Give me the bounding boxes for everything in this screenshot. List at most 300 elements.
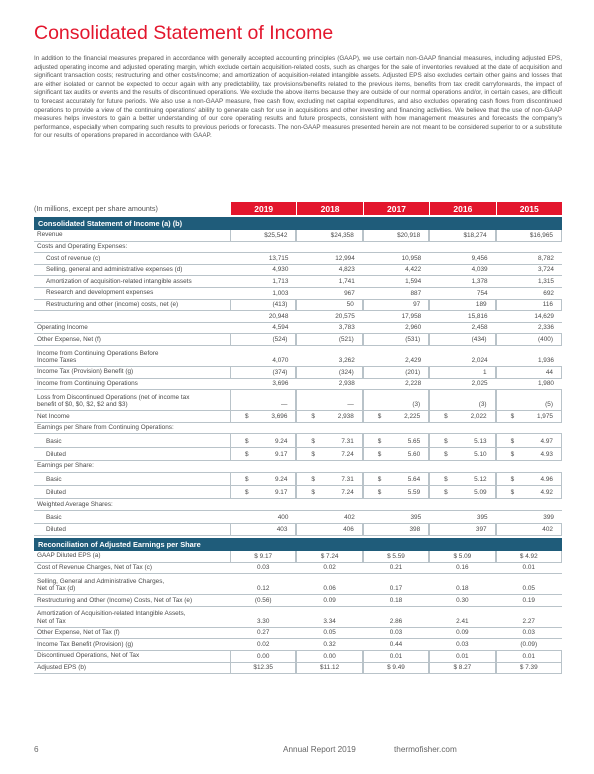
value-text: 2,336 [537,324,554,332]
row-value [429,563,495,574]
row-value [296,639,362,650]
table-row [34,499,562,511]
row-value [296,265,362,276]
value-text: 4.93 [540,451,553,459]
row-value [296,511,362,523]
value-text: 0.27 [256,629,270,637]
row-label: Discontinued Operations, Net of Tax [37,652,140,660]
row-label: Amortization of Acquisition-related Intangible Assets, Net of Tax [37,610,186,625]
row-value [496,242,562,253]
value-text: 406 [343,526,354,534]
row-value [296,434,362,446]
value-text: 5.10 [474,451,487,459]
row-value [429,253,495,264]
value-text: 3.34 [323,617,336,625]
dollar-sign: $ [444,412,448,420]
value-text: 0.05 [323,629,336,637]
value-text: 4,823 [338,266,355,274]
row-label: Amortization of acquisition-related intangible assets [46,277,192,285]
row-value [496,346,562,366]
value-text: 2,960 [405,324,422,332]
row-value [230,473,296,485]
value-text: 400 [277,514,289,522]
dollar-sign: $ [245,476,249,484]
table-row [34,230,562,242]
row-label: Costs and Operating Expenses: [37,242,128,250]
row-value [230,323,296,334]
row-value [296,411,362,422]
row-label: Restructuring and Other (Income) Costs, Net of Tax (e) [37,596,193,604]
table-row [34,253,562,265]
row-label: Other Expense, Net (f) [37,335,101,343]
value-text: 1,378 [471,277,488,285]
value-text: $18,274 [463,231,487,239]
row-label: Diluted [46,525,66,533]
table-row [34,300,562,312]
row-value [230,639,296,650]
row-label: Basic [46,475,62,483]
section-header-reconciliation: Reconciliation of Adjusted Earnings per Share [34,538,562,551]
value-text: $ 7.24 [320,552,339,560]
table-row [34,390,562,411]
value-text: 2,938 [338,380,355,388]
value-text: 116 [542,301,553,309]
row-value [363,411,429,422]
row-value [429,663,495,674]
value-text: 395 [410,514,422,522]
value-text: 0.18 [389,596,403,604]
value-text: 189 [475,301,487,309]
row-value [429,595,495,606]
row-value [496,461,562,472]
table-row [34,639,562,651]
row-value [429,511,495,523]
row-value [429,448,495,460]
row-value [363,607,429,627]
row-value [496,300,562,311]
dollar-sign: $ [245,489,249,497]
income-rows [34,230,562,536]
value-text: 4.92 [540,489,553,497]
row-value [429,628,495,639]
year-header: 2019 [230,202,296,215]
row-value [496,574,562,594]
value-text: $25,542 [264,231,288,239]
row-value [363,524,429,535]
value-text: 0.06 [323,585,336,593]
row-value [429,434,495,446]
value-text: 403 [276,526,288,534]
value-text: (201) [405,368,421,376]
value-text: 5.59 [407,489,421,497]
row-value [429,473,495,485]
row-value [296,574,362,594]
row-value [363,423,429,434]
value-text: 2.27 [522,617,535,625]
row-value [496,253,562,264]
row-value [296,607,362,627]
row-value [230,242,296,253]
row-label: Basic [46,514,62,522]
page-number: 6 [34,745,39,754]
row-label: Cost of Revenue Charges, Net of Tax (c) [37,564,152,572]
row-value [363,574,429,594]
row-label [34,311,230,322]
row-value [496,663,562,674]
row-value [363,628,429,639]
value-text: 7.31 [341,476,354,484]
row-value [429,242,495,253]
value-text: $16,965 [529,231,553,239]
row-value [429,639,495,650]
table-row [34,334,562,346]
value-text: 397 [475,526,487,534]
row-value [429,411,495,422]
value-text: 1,936 [537,356,554,364]
row-value [363,551,429,562]
row-value [296,276,362,287]
table-row [34,379,562,391]
row-value [363,434,429,446]
row-value [230,311,296,322]
value-text: 0.03 [389,629,403,637]
row-value [296,628,362,639]
table-row [34,423,562,435]
table-row [34,346,562,367]
table-row [34,551,562,563]
value-text: 0.32 [323,641,336,649]
dollar-sign: $ [510,437,515,445]
row-value [429,334,495,345]
financial-table [34,202,562,674]
row-value [296,595,362,606]
value-text: 8,782 [537,254,554,262]
row-value [363,499,429,510]
table-row [34,276,562,288]
row-value [296,448,362,460]
value-text: (0.09) [520,641,538,649]
row-value [429,551,495,562]
row-value [496,486,562,498]
value-text: (521) [338,335,354,343]
value-text: 0.02 [256,641,270,649]
row-label: Cost of revenue (c) [46,254,101,262]
value-text: 5.64 [407,476,421,484]
value-text: 4,422 [405,266,422,274]
value-text: 2,225 [404,412,421,420]
row-value [429,499,495,510]
value-text: 0.01 [389,652,403,660]
table-row [34,411,562,423]
row-value [230,551,296,562]
value-text: 5.65 [407,437,421,445]
value-text: 10,958 [401,254,422,262]
value-text: 7.31 [341,437,354,445]
row-value [429,276,495,287]
value-text: $24,358 [330,231,354,239]
row-value [496,390,562,410]
value-text: 1,315 [537,277,554,285]
row-value [429,607,495,627]
row-value [296,651,362,662]
table-row [34,574,562,595]
value-text: $20,918 [397,231,421,239]
value-text: 0.18 [456,585,469,593]
value-text: 15,816 [468,312,488,320]
dollar-sign: $ [444,437,448,445]
row-value [363,448,429,460]
value-text: 754 [476,289,488,297]
value-text: 97 [413,301,421,309]
row-label: Basic [46,437,62,445]
year-header: 2018 [296,202,362,215]
table-row [34,524,562,536]
row-value [496,551,562,562]
row-label: Loss from Discontinued Operations (net of income tax benefit of $0, $0, $2, $2 and $3) [37,393,190,408]
row-value [429,367,495,378]
row-value [230,253,296,264]
row-value [296,563,362,574]
row-value [363,346,429,366]
table-row [34,628,562,640]
table-row [34,473,562,486]
value-text: 5.09 [474,489,487,497]
dollar-sign: $ [311,451,315,459]
value-text: 1,594 [405,277,422,285]
row-value [496,524,562,535]
row-value [296,300,362,311]
units-label: (In millions, except per share amounts) [34,204,158,213]
row-label: Diluted [46,489,66,497]
row-value [363,639,429,650]
value-text: 1,003 [272,289,289,297]
row-value [296,230,362,241]
table-row [34,563,562,575]
value-text: 3,262 [338,356,355,364]
value-text: 2,938 [337,412,354,420]
value-text: 0.05 [522,585,535,593]
row-value [496,563,562,574]
row-value [296,334,362,345]
row-value [496,311,562,322]
intro-paragraph: In addition to the financial measures prepared in accordance with generally accepted accounting principles (GAAP), we use certain non-GAAP financial measures, including adjusted EPS, adjusted operating income and adjusted operating margin, which exclude certain acquisition-related costs, such as charges for the sale of inventories revalued at the date of acquisition and significant transaction costs; restructuring and other costs/income; and amortization of acquisition-related intangible assets. Adjusted EPS also excludes certain other gains and losses that are either isolated or cannot be expected to occur again with any predictability, tax provisions/benefits related to the previous items, benefits from tax credit carryforwards, the impact of significant tax audits or events and the results of discontinued operations. We exclude the above items because they are outside of our normal operations and/or, in certain cases, are difficult to forecast accurately for future periods. We also use a non-GAAP measure, free cash flow, excluding net capital expenditures, and also excludes operating cash flows from discontinued operations to provide a view of the continuing operations' ability to generate cash for use in acquisitions and other investing and financing activities. We believe that the use of non-GAAP measures helps investors to gain a better understanding of our core operating results and future prospects, consistent with how management measures and forecasts the company's performance, especially when comparing such results to previous periods or forecasts. The non-GAAP measures presented herein are not meant to be considered superior to or a substitute for our results of operations prepared in accordance with GAAP. [34,55,562,140]
row-value [496,448,562,460]
row-value [429,574,495,594]
row-label: Selling, general and administrative expenses (d) [46,266,183,274]
table-row [34,242,562,254]
value-text: $ 4.92 [519,552,538,560]
row-value [496,499,562,510]
value-text: $ 9.17 [254,552,273,560]
row-value [296,499,362,510]
dollar-sign: $ [510,489,515,497]
value-text: (3) [478,401,487,409]
table-row [34,461,562,473]
section-header-income: Consolidated Statement of Income (a) (b) [34,217,562,230]
value-text: (531) [405,335,421,343]
row-value [496,411,562,422]
row-value [363,253,429,264]
dollar-sign: $ [311,489,315,497]
value-text: 9,456 [471,254,488,262]
value-text: 0.44 [389,641,403,649]
dollar-sign: $ [510,412,515,420]
value-text: 0.19 [522,596,535,604]
row-value [429,651,495,662]
row-value [429,323,495,334]
value-text: 0.16 [456,564,469,572]
value-text: $ 5.09 [453,552,472,560]
row-value [363,563,429,574]
value-text: — [347,401,354,409]
row-value [429,486,495,498]
row-value [230,628,296,639]
row-value [429,524,495,535]
row-value [230,574,296,594]
row-label: Income from Continuing Operations [37,379,138,387]
row-value [363,311,429,322]
row-value [363,288,429,299]
table-row [34,448,562,461]
value-text: (0.56) [254,596,272,604]
row-value [496,511,562,523]
row-label: Earnings per Share: [37,462,94,470]
row-value [296,473,362,485]
value-text: 0.03 [256,564,270,572]
row-value [496,595,562,606]
row-value [230,607,296,627]
value-text: 50 [346,301,354,309]
value-text: 692 [543,289,554,297]
row-value [363,265,429,276]
row-value [429,230,495,241]
row-label: Earnings per Share from Continuing Operations: [37,424,174,432]
table-row [34,595,562,607]
row-value [230,334,296,345]
row-value [230,461,296,472]
value-text: 3,696 [272,380,289,388]
row-value [496,265,562,276]
row-value [496,423,562,434]
value-text: 9.24 [274,437,288,445]
value-text: 4,070 [272,356,289,364]
value-text: 2,024 [471,356,488,364]
row-value [230,411,296,422]
row-value [429,390,495,410]
value-text: 2,022 [470,412,487,420]
value-text: (3) [412,401,421,409]
value-text: 5.12 [474,476,487,484]
row-label: Revenue [37,231,63,239]
row-value [230,499,296,510]
reconciliation-rows [34,551,562,674]
value-text: 395 [476,514,488,522]
row-value [363,663,429,674]
row-value [363,367,429,378]
row-value [296,663,362,674]
row-value [296,323,362,334]
value-text: 1,980 [537,380,554,388]
table-row [34,311,562,323]
value-text: (413) [272,301,288,309]
value-text: (400) [538,335,553,343]
year-header: 2017 [363,202,429,215]
row-value [230,379,296,390]
row-value [230,300,296,311]
row-value [296,423,362,434]
row-value [296,390,362,410]
value-text: 2,458 [471,324,488,332]
row-label: Operating Income [37,324,88,332]
row-value [296,253,362,264]
row-value [363,511,429,523]
row-value [363,300,429,311]
dollar-sign: $ [510,476,515,484]
value-text: 13,715 [268,254,289,262]
value-text: (324) [338,368,354,376]
value-text: 1,741 [338,277,355,285]
table-row [34,367,562,379]
value-text: 44 [545,368,553,376]
value-text: 0.12 [256,585,270,593]
value-text: 4,930 [272,266,289,274]
row-label: Other Expense, Net of Tax (f) [37,629,120,637]
row-value [496,276,562,287]
value-text: $ 9.49 [387,664,405,672]
row-label: Research and development expenses [46,289,154,297]
table-row [34,511,562,524]
row-value [496,639,562,650]
value-text: 20,575 [335,312,355,320]
value-text: 0.03 [522,629,535,637]
dollar-sign: $ [444,476,448,484]
row-label: Income Tax (Provision) Benefit (g) [37,368,134,376]
value-text: 4.97 [540,437,553,445]
row-value [230,663,296,674]
table-row [34,486,562,499]
row-value [496,379,562,390]
row-value [429,311,495,322]
row-value [363,390,429,410]
row-value [230,346,296,366]
dollar-sign: $ [444,489,448,497]
dollar-sign: $ [311,412,315,420]
value-text: $11.12 [320,664,340,672]
value-text: $ 5.59 [387,552,405,560]
value-text: 9.17 [274,451,288,459]
value-text: 399 [543,514,554,522]
row-label: Adjusted EPS (b) [37,664,87,671]
row-value [496,628,562,639]
dollar-sign: $ [311,437,315,445]
page-title: Consolidated Statement of Income [34,22,334,44]
row-value [230,524,296,535]
value-text: 3,783 [338,324,355,332]
value-text: 0.02 [323,564,336,572]
value-text: 17,958 [401,312,422,320]
row-value [363,486,429,498]
value-text: 0.00 [323,652,336,660]
value-text: (524) [272,335,288,343]
value-text: 2,025 [471,380,488,388]
row-value [230,367,296,378]
value-text: 3,724 [537,266,554,274]
value-text: 2.41 [456,617,469,625]
row-value [363,230,429,241]
value-text: 0.09 [323,596,336,604]
row-value [296,367,362,378]
row-value [363,323,429,334]
